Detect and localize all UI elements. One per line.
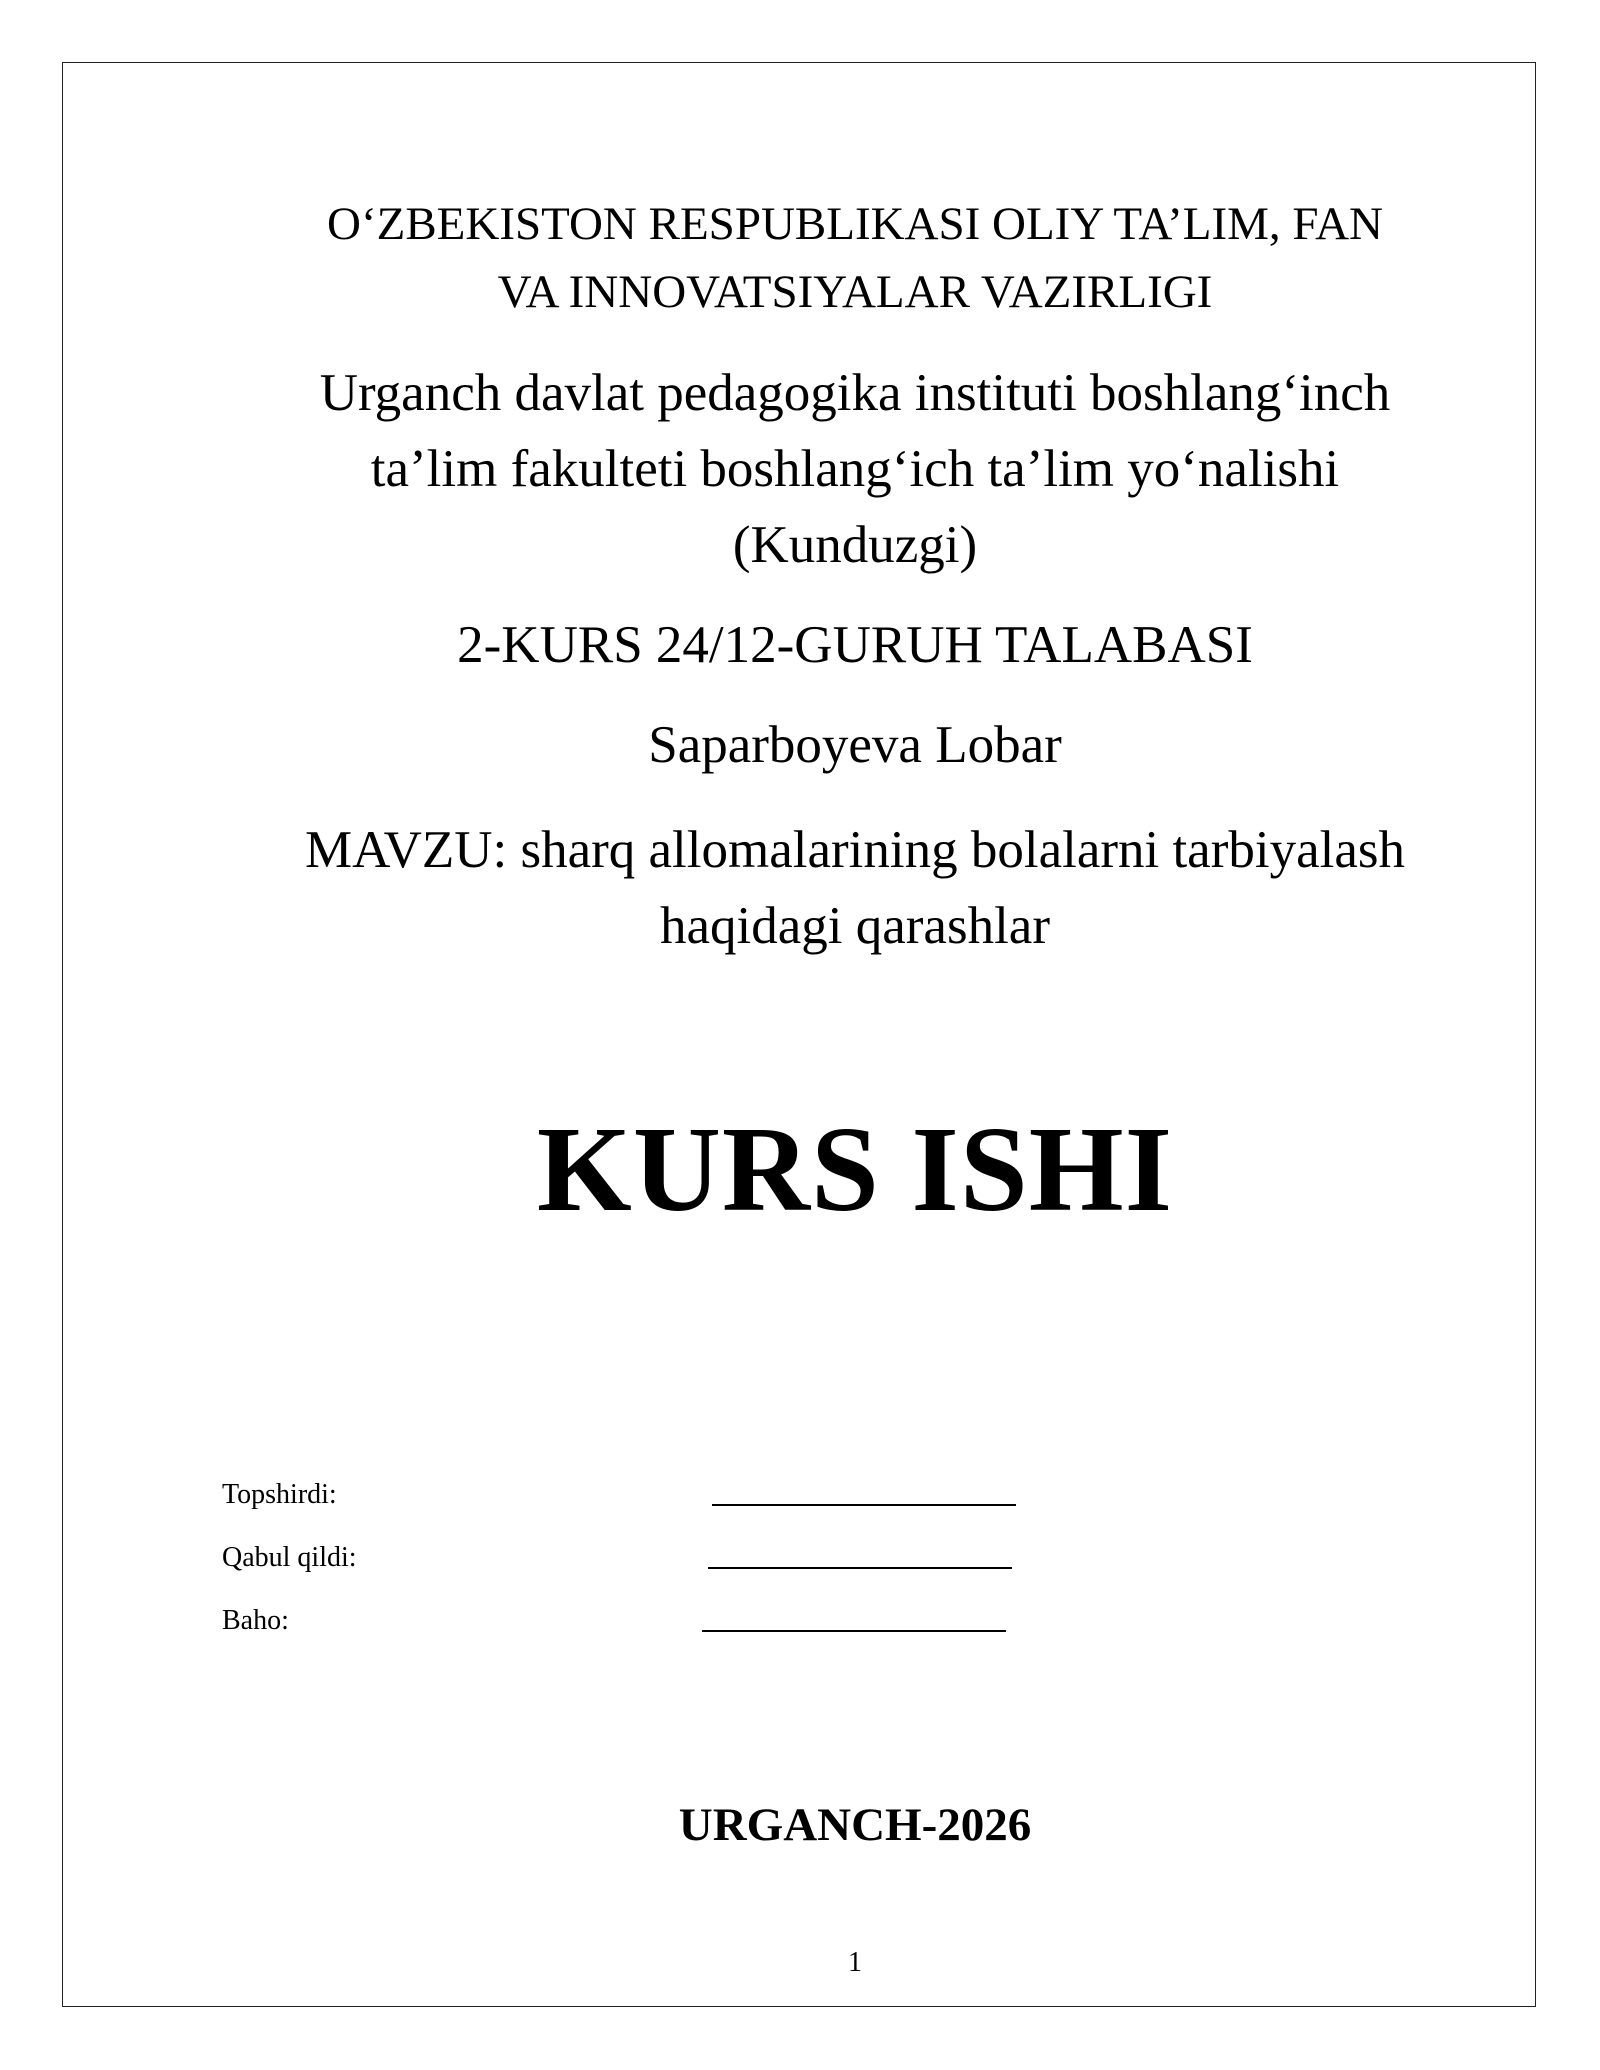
grade-label: Baho: xyxy=(222,1605,289,1636)
institute-name xyxy=(170,355,1540,583)
institute-line: Urganch davlat pedagogika instituti boshlang‘inch xyxy=(319,364,1391,422)
accepted-signature-line xyxy=(708,1567,1012,1569)
institute-line: (Kunduzgi) xyxy=(732,516,978,574)
ministry-line: O‘ZBEKISTON RESPUBLIKASI OLIY TA’LIM, FAN xyxy=(327,198,1383,250)
grade-signature-line xyxy=(702,1630,1006,1632)
accepted-label: Qabul qildi: xyxy=(222,1542,357,1573)
topic-line: MAVZU: sharq allomalarining bolalarni tarbiyalash xyxy=(305,821,1405,879)
ministry-line: VA INNOVATSIYALAR VAZIRLIGI xyxy=(497,266,1213,318)
work-title: KURS ISHI xyxy=(536,1102,1174,1237)
ministry-name xyxy=(170,190,1540,326)
course-group: 2-KURS 24/12-GURUH TALABASI xyxy=(457,616,1253,674)
city-year: URGANCH-2026 xyxy=(678,1799,1032,1851)
page-border xyxy=(62,62,1536,2007)
page-number: 1 xyxy=(848,1947,862,1978)
topic xyxy=(170,812,1540,964)
submitted-label: Topshirdi: xyxy=(222,1479,337,1510)
student-name: Saparboyeva Lobar xyxy=(648,716,1062,774)
institute-line: ta’lim fakulteti boshlang‘ich ta’lim yo‘nalishi xyxy=(370,440,1340,498)
topic-line: haqidagi qarashlar xyxy=(660,897,1050,955)
submitted-signature-line xyxy=(712,1504,1016,1506)
